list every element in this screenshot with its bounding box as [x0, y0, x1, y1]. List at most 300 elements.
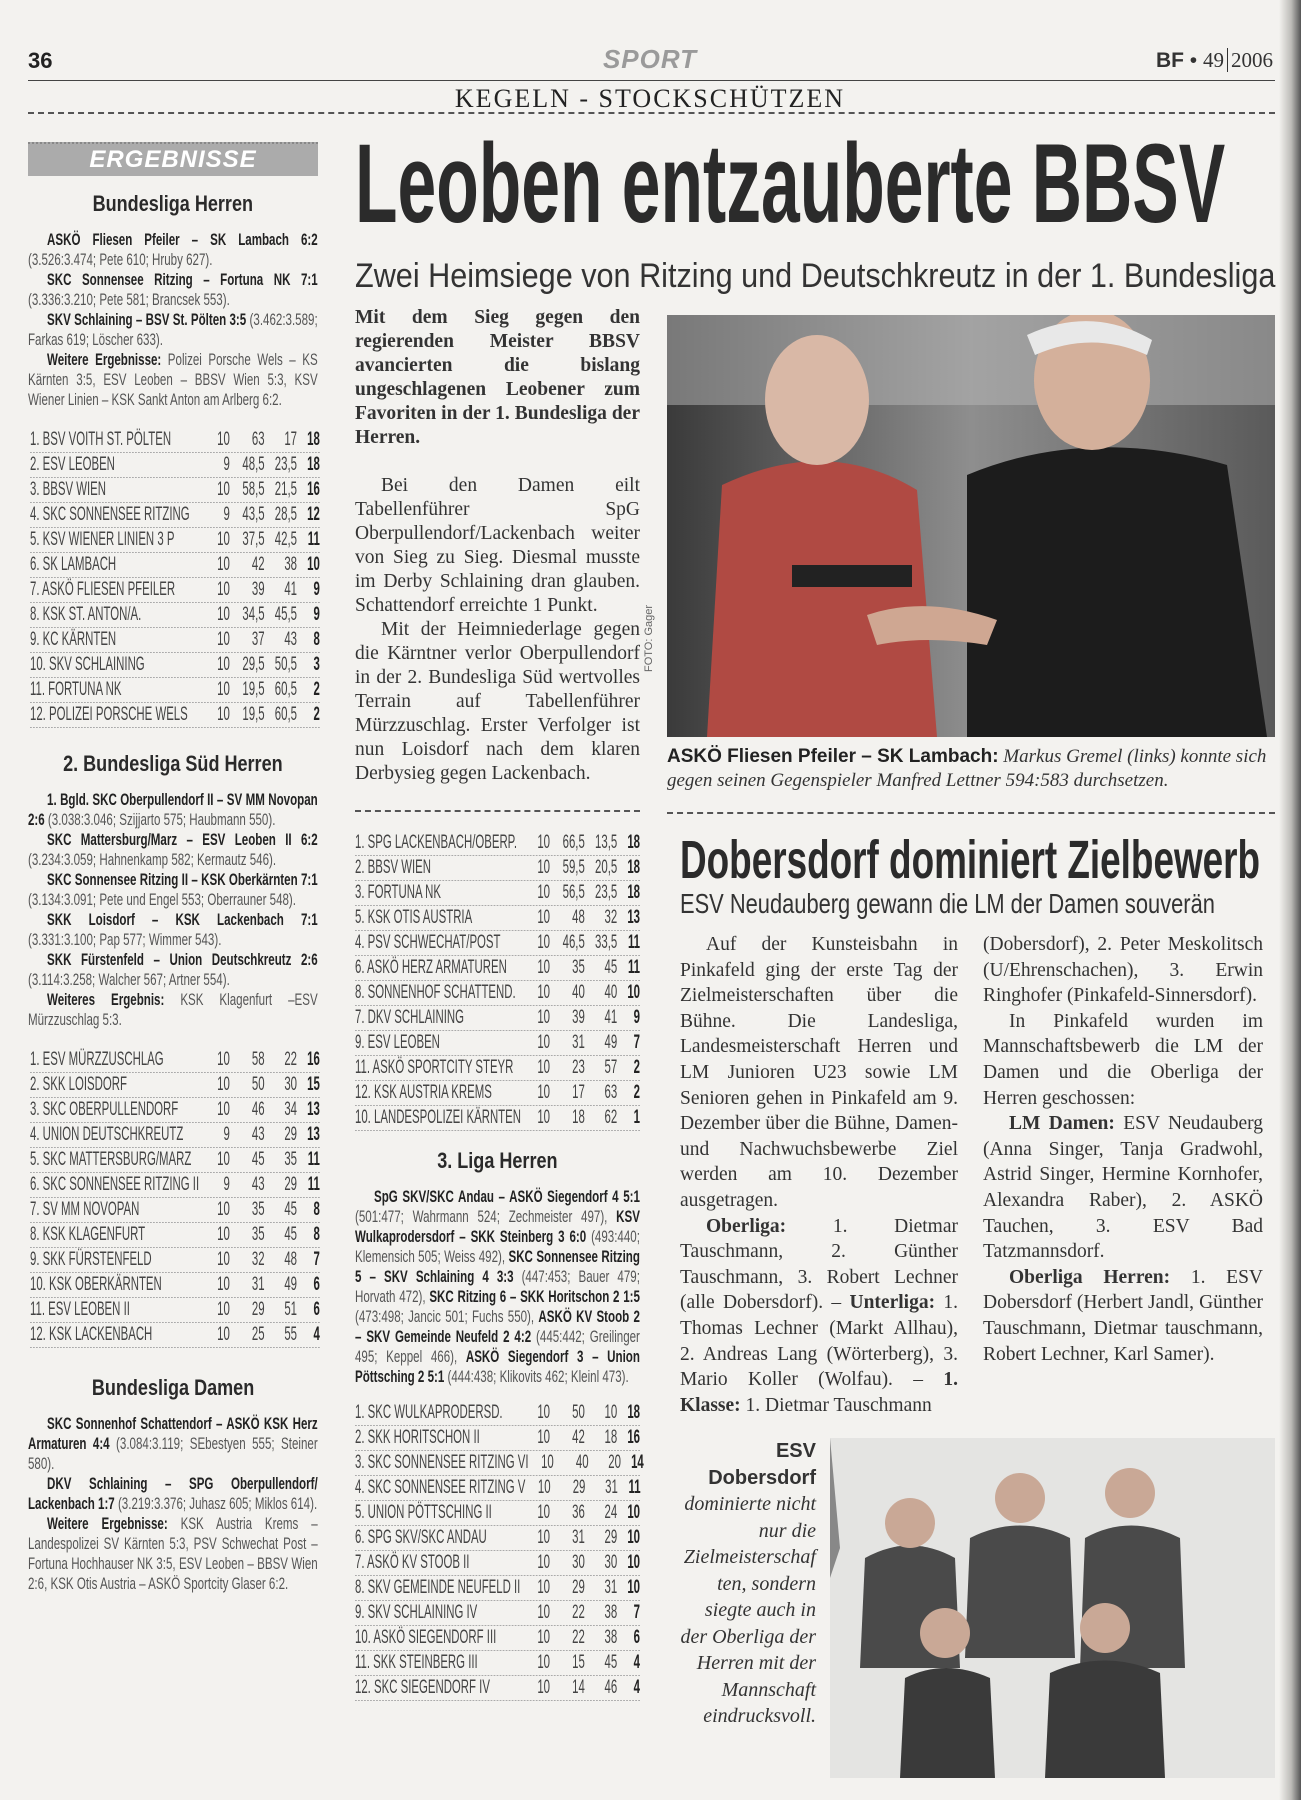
article-columns: [680, 932, 1263, 1418]
cell-team: 9. KC KÄRNTEN: [30, 629, 117, 650]
photo-caption: [667, 745, 1277, 793]
cell-games: 10: [537, 1107, 550, 1128]
table-row: [30, 653, 320, 678]
table-row: [355, 1426, 640, 1451]
cell-pts: 4: [633, 1652, 640, 1673]
cell-plus: 35: [251, 1199, 265, 1220]
cell-pts: 11: [627, 932, 640, 953]
cell-plus: 35: [251, 1224, 265, 1245]
photo-caption-title: ASKÖ Fliesen Pfeiler – SK Lambach:: [667, 746, 999, 767]
page-binding-shadow: [1279, 0, 1301, 1800]
cell-minus: 32: [604, 907, 618, 928]
cell-team: 10. KSK OBERKÄRNTEN: [30, 1274, 162, 1295]
cell-games: 10: [537, 1502, 550, 1523]
text: 1. Dietmar Tauschmann, 2. Günther Tauschmann, 3. Robert Lechner (alle Dobersdorf). –: [680, 1215, 958, 1314]
league-title: [355, 1147, 640, 1175]
table-row: [30, 1073, 320, 1098]
cell-team: 8. SONNENHOF SCHATTEND.: [355, 982, 516, 1003]
table-row: [355, 981, 640, 1006]
bold-text: SKC Sonnensee Ritzing II – KSK Oberkärnten 7:1: [47, 870, 318, 889]
cell-team: 2. ESV LEOBEN: [30, 454, 115, 475]
cell-team: 7. ASKÖ KV STOOB II: [355, 1552, 470, 1573]
cell-plus: 19,5: [242, 679, 265, 700]
table-row: [30, 528, 320, 553]
cell-games: 10: [217, 1299, 230, 1320]
cell-team: 1. ESV MÜRZZUSCHLAG: [30, 1049, 164, 1070]
cell-plus: 63: [251, 429, 265, 450]
center-column: [355, 306, 644, 1701]
text: (3.084:3.119; SEbestyen 555; Steiner 580).: [28, 1434, 318, 1473]
cell-plus: 39: [572, 1007, 585, 1028]
results-text: [28, 790, 318, 1030]
cell-games: 10: [541, 1452, 554, 1473]
text: (473:498; Jancic 501; Fuchs 550),: [355, 1307, 539, 1326]
bold-text: Weiteres Ergebnis:: [47, 990, 165, 1009]
league-title-text: 3. Liga Herren: [437, 1148, 558, 1173]
cell-plus: 22: [572, 1602, 585, 1623]
cell-team: 11. ASKÖ SPORTCITY STEYR: [355, 1057, 514, 1078]
cell-pts: 2: [313, 704, 320, 725]
cell-minus: 49: [284, 1274, 297, 1295]
cell-minus: 46: [604, 1677, 618, 1698]
photo-image: [830, 1438, 1275, 1778]
cell-minus: 31: [605, 1477, 618, 1498]
cell-minus: 42,5: [274, 529, 297, 550]
cell-team: 9. ESV LEOBEN: [355, 1032, 440, 1053]
cell-team: 5. KSK OTIS AUSTRIA: [355, 907, 473, 928]
cell-games: 10: [217, 1324, 230, 1345]
text: ESV Neudauberg (Anna Singer, Tanja Gradwohl, Astrid Singer, Hermine Kornhofer, Alexandra Raber), 2. ASKÖ Tauchen, 3. ESV Bad Tatzmannsdorf.: [983, 1113, 1263, 1263]
cell-team: 2. SKK HORITSCHON II: [355, 1427, 480, 1448]
cell-minus: 51: [284, 1299, 297, 1320]
cell-pts: 13: [307, 1099, 320, 1120]
cell-plus: 40: [572, 982, 585, 1003]
bold-text: Oberliga:: [706, 1215, 787, 1237]
cell-team: 6. ASKÖ HERZ ARMATUREN: [355, 957, 507, 978]
cell-pts: 8: [313, 629, 320, 650]
cell-team: 8. KSK KLAGENFURT: [30, 1224, 146, 1245]
cell-minus: 23,5: [595, 882, 618, 903]
cell-plus: 19,5: [242, 704, 265, 725]
cell-team: 7. DKV SCHLAINING: [355, 1007, 464, 1028]
cell-plus: 29: [572, 1477, 586, 1498]
cell-games: 10: [217, 1199, 230, 1220]
standings-table: [30, 428, 320, 728]
bold-text: ASKÖ KV Stoob 2 – SKV Gemeinde Neufeld 2 4:2: [355, 1307, 640, 1346]
bold-text: 1. Klasse:: [680, 1369, 958, 1416]
cell-games: 10: [217, 1224, 230, 1245]
table-row: [355, 831, 640, 856]
table-row: [30, 1148, 320, 1173]
cell-pts: 10: [627, 1552, 640, 1573]
text: (3.526:3.474; Pete 610; Hruby 627).: [28, 250, 213, 269]
cell-pts: 10: [627, 1502, 640, 1523]
cell-team: 1. BSV VOITH ST. PÖLTEN: [30, 429, 172, 450]
cell-games: 10: [537, 1677, 550, 1698]
paragraph: [28, 950, 318, 990]
cell-plus: 31: [572, 1032, 585, 1053]
cell-pts: 11: [627, 957, 640, 978]
cell-plus: 43: [251, 1124, 265, 1145]
cell-plus: 14: [572, 1677, 585, 1698]
text: (445:442; Greilinger 495; Keppel 466),: [355, 1327, 640, 1366]
bold-text: SKK Fürstenfeld – Union Deutschkreutz 2:6: [47, 950, 318, 969]
cell-plus: 37: [251, 629, 265, 650]
cell-pts: 11: [628, 1477, 641, 1498]
cell-minus: 43: [284, 629, 297, 650]
cell-minus: 34: [284, 1099, 297, 1120]
cell-minus: 21,5: [274, 479, 297, 500]
cell-games: 10: [537, 857, 550, 878]
table-row: [30, 703, 320, 728]
table-row: [355, 956, 640, 981]
cell-minus: 45: [604, 1652, 618, 1673]
cell-pts: 4: [633, 1677, 640, 1698]
cell-games: 10: [537, 1402, 550, 1423]
table-row: [30, 1298, 320, 1323]
text: Auf der Kunsteisbahn in Pinkafeld ging der erste Tag der Zielmeisterschaften über die Bühne. Die Landesliga, Landesmeisterschaft Herren und LM Junioren U23 sowie LM Senioren gehen in Pinkafeld am 9. Dezember über die Bühne, Damen- und Nachwuchsbewerbe Ziel werden am 10. Dezember ausgetragen.: [680, 934, 958, 1211]
paragraph: [28, 310, 318, 350]
cell-team: 11. SKK STEINBERG III: [355, 1652, 478, 1673]
bold-text: Weitere Ergebnisse:: [47, 350, 162, 369]
photo-side-caption: [680, 1438, 816, 1730]
bold-text: Unterliga:: [849, 1292, 936, 1314]
cell-games: 10: [217, 679, 230, 700]
cell-pts: 12: [307, 504, 320, 525]
results-banner-label: ERGEBNISSE: [89, 146, 257, 173]
paragraph: [28, 790, 318, 830]
text: 1. Thomas Lechner (Markt Allhau), 2. Andreas Lang (Wörterberg), 3. Mario Koller (Wolfau). –: [680, 1292, 958, 1391]
second-subheadline: [680, 888, 1215, 920]
cell-minus: 60,5: [274, 704, 297, 725]
cell-plus: 34,5: [242, 604, 265, 625]
cell-plus: 29: [251, 1299, 265, 1320]
results-banner: [28, 142, 318, 176]
table-row: [355, 1056, 640, 1081]
cell-minus: 60,5: [274, 679, 297, 700]
photo-side-caption-text: dominierte nicht nur die Zielmeisterschaften, sondern siegte auch in der Oberliga der Herren mit der Mannschaft eindrucksvoll.: [680, 1493, 816, 1728]
league-title: [28, 190, 318, 218]
cell-plus: 50: [251, 1074, 265, 1095]
issue-year: 2006: [1231, 48, 1273, 72]
bold-text: LM Damen:: [1009, 1113, 1115, 1135]
text: In Pinkafeld wurden im Mannschaftsbewerb die LM der Damen und die Oberliga der Herren geschossen:: [983, 1010, 1263, 1109]
cell-minus: 30: [284, 1074, 297, 1095]
table-row: [30, 678, 320, 703]
bold-text: SKV Schlaining – BSV St. Pölten 3:5: [47, 310, 247, 329]
bold-text: SKC Ritzing 6 – SKK Horitschon 2 1:5: [429, 1287, 640, 1306]
cell-pts: 9: [313, 579, 320, 600]
table-row: [30, 1048, 320, 1073]
cell-team: 12. POLIZEI PORSCHE WELS: [30, 704, 188, 725]
cell-team: 5. KSV WIENER LINIEN 3 P: [30, 529, 175, 550]
cell-pts: 10: [627, 982, 640, 1003]
table-row: [30, 1323, 320, 1348]
cell-games: 10: [537, 1627, 550, 1648]
paper-name: BF: [1155, 49, 1184, 72]
cell-pts: 4: [313, 1324, 320, 1345]
standings-table: [30, 1048, 320, 1348]
cell-games: 10: [537, 1007, 550, 1028]
cell-team: 9. SKV SCHLAINING IV: [355, 1602, 478, 1623]
divider: [355, 810, 640, 812]
league-title: [28, 1374, 318, 1402]
cell-team: 10. SKV SCHLAINING: [30, 654, 145, 675]
cell-games: 10: [217, 1099, 230, 1120]
article-column: [983, 932, 1263, 1367]
cell-games: 10: [537, 832, 550, 853]
cell-pts: 18: [627, 882, 640, 903]
cell-team: 2. SKK LOISDORF: [30, 1074, 127, 1095]
cell-pts: 6: [313, 1299, 320, 1320]
cell-plus: 56,5: [562, 882, 585, 903]
cell-plus: 43,5: [242, 504, 265, 525]
cell-games: 10: [217, 1249, 230, 1270]
table-row: [30, 1223, 320, 1248]
cell-team: 6. SKC SONNENSEE RITZING II: [30, 1174, 200, 1195]
cell-minus: 35: [284, 1149, 297, 1170]
table-row: [355, 1401, 640, 1426]
cell-pts: 11: [307, 1174, 320, 1195]
cell-pts: 11: [307, 529, 320, 550]
cell-plus: 18: [572, 1107, 585, 1128]
cell-minus: 38: [284, 554, 297, 575]
table-row: [355, 1626, 640, 1651]
cell-pts: 10: [627, 1577, 640, 1598]
paragraph: [28, 990, 318, 1030]
cell-games: 10: [217, 479, 230, 500]
cell-plus: 31: [572, 1527, 585, 1548]
cell-plus: 40: [575, 1452, 589, 1473]
cell-plus: 15: [572, 1652, 585, 1673]
main-headline: [355, 121, 1226, 246]
cell-plus: 48: [572, 907, 585, 928]
cell-team: 9. SKK FÜRSTENFELD: [30, 1249, 152, 1270]
cell-team: 11. ESV LEOBEN II: [30, 1299, 130, 1320]
cell-plus: 32: [251, 1249, 265, 1270]
bold-text: DKV Schlaining – SPG Oberpullendorf/ Lackenbach 1:7: [28, 1474, 318, 1513]
issue-number: 49: [1203, 48, 1224, 72]
table-row: [355, 1501, 640, 1526]
section-label: SPORT: [602, 44, 698, 74]
text: (3.336:3.210; Pete 581; Brancsek 553).: [28, 290, 230, 309]
cell-games: 10: [537, 1427, 550, 1448]
cell-games: 10: [537, 1477, 551, 1498]
cell-team: 1. SPG LACKENBACH/OBERP.: [355, 832, 517, 853]
text: 1. ESV Dobersdorf (Herbert Jandl, Günther Tauschmann, Dietmar tauschmann, Robert Lechner, Karl Samer).: [983, 1266, 1264, 1365]
article-lead: Mit dem Sieg gegen den regierenden Meister BBSV avancierten die bislang ungeschlagenen Leobener zum Favoriten in der 1. Bundesliga der Herren.: [355, 307, 640, 448]
cell-games: 9: [223, 1174, 230, 1195]
cell-games: 10: [217, 579, 230, 600]
table-row: [30, 453, 320, 478]
main-subheadline-text: Zwei Heimsiege von Ritzing und Deutschkreutz in der 1. Bundesliga: [355, 257, 1276, 295]
cell-team: 5. SKC MATTERSBURG/MARZ: [30, 1149, 192, 1170]
cell-plus: 42: [251, 554, 265, 575]
divider: [667, 812, 1275, 814]
text: (3.219:3.376; Juhasz 605; Miklos 614).: [114, 1494, 318, 1513]
cell-games: 10: [537, 1527, 550, 1548]
second-headline-text: Dobersdorf dominiert Zielbewerb: [680, 830, 1261, 890]
cell-games: 10: [217, 704, 230, 725]
cell-plus: 37,5: [242, 529, 265, 550]
cell-plus: 25: [251, 1324, 265, 1345]
bold-text: Oberliga Herren:: [1009, 1266, 1171, 1288]
cell-pts: 3: [313, 654, 320, 675]
cell-games: 9: [223, 504, 230, 525]
cell-games: 9: [223, 454, 230, 475]
cell-pts: 14: [631, 1452, 644, 1473]
cell-team: 12. KSK LACKENBACH: [30, 1324, 153, 1345]
cell-minus: 30: [604, 1552, 618, 1573]
cell-minus: 48: [284, 1249, 297, 1270]
photo-team-group: [830, 1438, 1275, 1778]
table-row: [355, 1106, 640, 1131]
issue-info: [1156, 48, 1273, 73]
cell-pts: 8: [313, 1199, 320, 1220]
cell-minus: 10: [604, 1402, 618, 1423]
results-text: [28, 230, 318, 410]
cell-minus: 49: [604, 1032, 618, 1053]
cell-minus: 41: [604, 1007, 618, 1028]
cell-games: 10: [537, 1032, 550, 1053]
text: 1. Dietmar Tauschmann: [740, 1394, 932, 1416]
table-row: [30, 1098, 320, 1123]
cell-plus: 17: [572, 1082, 585, 1103]
cell-pts: 7: [313, 1249, 320, 1270]
cell-pts: 13: [627, 907, 640, 928]
cell-team: 3. SKC OBERPULLENDORF: [30, 1099, 179, 1120]
cell-minus: 28,5: [274, 504, 297, 525]
cell-team: 4. SKC SONNENSEE RITZING V: [355, 1477, 526, 1498]
cell-plus: 66,5: [562, 832, 585, 853]
cell-games: 10: [537, 1602, 550, 1623]
text: (501:477; Wahrmann 524; Zechmeister 497),: [355, 1207, 617, 1226]
cell-minus: 20,5: [595, 857, 618, 878]
cell-plus: 29: [572, 1577, 585, 1598]
cell-pts: 10: [627, 1527, 640, 1548]
cell-plus: 30: [572, 1552, 585, 1573]
cell-team: 11. FORTUNA NK: [30, 679, 122, 700]
table-row: [355, 856, 640, 881]
table-row: [355, 1551, 640, 1576]
text: Polizei Porsche Wels – KS Kärnten 3:5, ESV Leoben – BBSV Wien 5:3, KSV Wiener Linien – KSK Sankt Anton am Arlberg 6:2.: [28, 350, 318, 409]
cell-games: 10: [537, 1082, 550, 1103]
page-number: 36: [28, 48, 53, 73]
table-row: [30, 1173, 320, 1198]
league-title-text: Bundesliga Damen: [91, 1375, 255, 1400]
bold-text: SKC Sonnensee Ritzing 5 – SKV Schlaining 4 3:3: [355, 1247, 640, 1286]
cell-pts: 16: [307, 1049, 320, 1070]
cell-pts: 8: [313, 1224, 320, 1245]
table-row: [30, 1123, 320, 1148]
bold-text: SpG SKV/SKC Andau – ASKÖ Siegendorf 4 5:1: [374, 1187, 640, 1206]
cell-pts: 6: [633, 1627, 640, 1648]
article-paragraph: Mit der Heimniederlage gegen die Kärntner verlor Oberpullendorf in der 2. Bundesliga Süd wertvolles Terrain auf Tabellenführer Mürzzuschlag. Erster Verfolger ist nun Loisdorf nach dem klaren Derbysieg gegen Lackenbach.: [355, 619, 640, 784]
cell-plus: 46,5: [562, 932, 585, 953]
cell-minus: 20: [608, 1452, 621, 1473]
cell-pts: 18: [627, 1402, 640, 1423]
table-row: [355, 1576, 640, 1601]
cell-plus: 46: [251, 1099, 265, 1120]
cell-plus: 45: [251, 1149, 265, 1170]
text: (447:453; Bauer 479; Horvath 472),: [355, 1267, 640, 1306]
cell-games: 10: [217, 1274, 230, 1295]
cell-minus: 29: [284, 1174, 297, 1195]
table-row: [30, 478, 320, 503]
table-row: [30, 1198, 320, 1223]
article-paragraph: Bei den Damen eilt Tabellenführer SpG Oberpullendorf/Lackenbach weiter von Sieg zu Sieg. Diesmal musste im Derby Schlaining dran glauben. Schattendorf erreichte 1 Punkt.: [355, 475, 640, 616]
text: (493:440; Klemensich 505; Weiss 492),: [355, 1227, 640, 1266]
text: (3.134:3.091; Pete und Engel 553; Oberrauner 548).: [28, 890, 297, 909]
header-dashed-rule: [28, 112, 1275, 114]
cell-team: 12. SKC SIEGENDORF IV: [355, 1677, 490, 1698]
text: (444:438; Klikovits 462; Kleinl 473).: [444, 1367, 629, 1386]
table-row: [30, 628, 320, 653]
second-article-body: [680, 932, 1275, 1778]
cell-minus: 45: [284, 1224, 297, 1245]
text: (3.331:3.100; Pap 577; Wimmer 543).: [28, 930, 222, 949]
cell-games: 10: [217, 654, 230, 675]
cell-games: 10: [537, 957, 550, 978]
table-row: [355, 1601, 640, 1626]
bold-text: ASKÖ Fliesen Pfeiler – SK Lambach 6:2: [47, 230, 318, 249]
topic-heading: KEGELN - STOCKSCHÜTZEN: [454, 84, 846, 113]
cell-plus: 58,5: [242, 479, 265, 500]
paragraph: [28, 350, 318, 410]
bold-text: SKC Sonnensee Ritzing – Fortuna NK 7:1: [47, 270, 318, 289]
cell-minus: 38: [604, 1602, 618, 1623]
text: (3.038:3.046; Szijjarto 575; Haubmann 550).: [44, 810, 276, 829]
cell-minus: 50,5: [274, 654, 297, 675]
paragraph: [680, 932, 958, 1214]
photo-caption-text: Markus Gremel (links) konnte sich gegen seinen Gegenspieler Manfred Lettner 594:583 durchsetzen.: [667, 746, 1267, 791]
paragraph: [28, 230, 318, 270]
bold-text: Weitere Ergebnisse:: [47, 1514, 168, 1533]
cell-minus: 55: [284, 1324, 297, 1345]
cell-minus: 29: [284, 1124, 297, 1145]
main-headline-text: Leoben entzauberte BBSV: [355, 121, 1226, 246]
cell-plus: 29,5: [242, 654, 265, 675]
table-row: [355, 1651, 640, 1676]
cell-pts: 16: [307, 479, 320, 500]
cell-team: 6. SPG SKV/SKC ANDAU: [355, 1527, 487, 1548]
cell-games: 10: [537, 932, 550, 953]
paragraph: [983, 932, 1263, 1009]
cell-plus: 35: [572, 957, 585, 978]
cell-minus: 33,5: [595, 932, 618, 953]
cell-minus: 38: [604, 1627, 618, 1648]
table-row: [30, 603, 320, 628]
cell-plus: 48,5: [242, 454, 265, 475]
standings-table: [355, 1401, 644, 1701]
cell-minus: 23,5: [274, 454, 297, 475]
table-row: [30, 553, 320, 578]
cell-minus: 29: [604, 1527, 618, 1548]
cell-minus: 31: [604, 1577, 618, 1598]
cell-pts: 9: [633, 1007, 640, 1028]
second-subheadline-text: ESV Neudauberg gewann die LM der Damen souverän: [680, 888, 1215, 919]
cell-team: 3. BBSV WIEN: [30, 479, 107, 500]
results-sidebar: [28, 142, 318, 1594]
table-row: [355, 931, 640, 956]
cell-pts: 18: [307, 454, 320, 475]
cell-games: 10: [217, 554, 230, 575]
cell-minus: 57: [604, 1057, 618, 1078]
paragraph: [28, 830, 318, 870]
cell-games: 10: [217, 1049, 230, 1070]
cell-games: 10: [217, 1074, 230, 1095]
main-subheadline: [355, 256, 1275, 296]
